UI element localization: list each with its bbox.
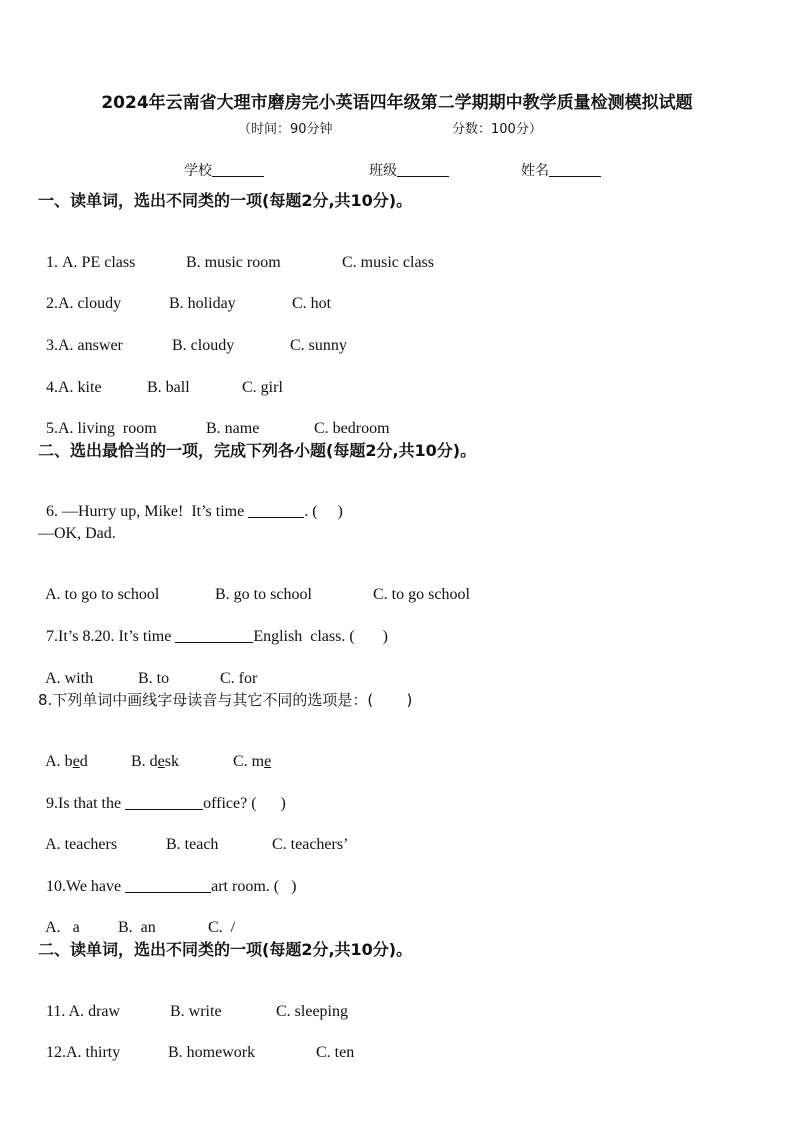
question-7 [38,607,388,647]
q9-stem: 9.Is that the [46,795,126,812]
question-12 [38,1023,355,1063]
section3-heading: 二、读单词，选出不同类的一项(每题2分,共10分)。 [38,940,413,959]
q12-option-a: A. thirty [66,1044,121,1061]
question-1 [38,233,434,273]
question-8: 8.下列单词中画线字母读音与其它不同的选项是：( ) [38,691,413,709]
q2-option-a: A. cloudy [58,295,122,312]
q6-option-a: A. to go to school [45,586,160,603]
q9-tail: office? ( ) [203,795,286,812]
q1-option-c: C. music class [342,254,434,271]
q7-tail: English class. ( ) [253,628,388,645]
q8-option-b: B. desk [131,753,180,770]
q10-option-c: C. / [208,919,236,936]
school-field[interactable] [184,160,264,180]
q1-number: 1. [46,254,62,271]
q1-option-a: A. PE class [62,254,136,271]
question-10 [38,857,296,897]
question-2 [38,274,332,314]
q2-option-c: C. hot [292,295,332,312]
q11-option-a: A. draw [68,1003,121,1020]
q7-option-c: C. for [220,670,258,687]
page-title: 2024年云南省大理市磨房完小英语四年级第二学期期中教学质量检测模拟试题 [101,93,693,113]
q3-option-a: A. answer [58,337,123,354]
q5-option-c: C. bedroom [314,420,390,437]
exam-score: 分数：100分） [452,122,542,137]
q6-reply: —OK, Dad. [38,525,116,542]
question-5 [38,399,390,439]
q9-options [38,815,349,855]
q2-number: 2. [46,295,58,312]
q2-option-b: B. holiday [169,295,236,312]
class-label: 班级 [369,163,397,179]
q6-blank[interactable] [248,503,304,518]
q8-option-a: A. bed [45,753,88,770]
q6-tail: . ( ) [304,503,343,520]
q5-option-a: A. living room [58,420,157,437]
q1-option-b: B. music room [186,254,281,271]
name-blank[interactable] [549,162,601,177]
q10-option-b: B. an [118,919,156,936]
question-9 [38,774,286,814]
q12-option-c: C. ten [316,1044,355,1061]
class-field[interactable] [369,160,449,180]
section1-heading: 一、读单词，选出不同类的一项(每题2分,共10分)。 [38,191,413,210]
q10-stem: 10.We have [46,878,126,895]
school-blank[interactable] [212,162,264,177]
q7-options [38,649,258,689]
q5-number: 5. [46,420,58,437]
name-label: 姓名 [521,163,549,179]
q3-option-c: C. sunny [290,337,347,354]
q10-option-a: A. a [45,919,80,936]
question-6 [38,482,343,522]
q5-option-b: B. name [206,420,260,437]
q12-number: 12. [46,1044,66,1061]
section2-heading: 二、选出最恰当的一项，完成下列各小题(每题2分,共10分)。 [38,441,477,460]
q4-number: 4. [46,379,58,396]
q7-stem: 7.It’s 8.20. It’s time [46,628,176,645]
q3-option-b: B. cloudy [172,337,235,354]
q4-option-b: B. ball [147,379,190,396]
q11-number: 11. [46,1003,69,1020]
question-3 [38,316,347,356]
question-4 [38,358,283,398]
q7-option-b: B. to [138,670,170,687]
q6-stem: 6. —Hurry up, Mike! It’s time [46,503,249,520]
q7-blank[interactable] [175,628,253,643]
question-11 [38,982,348,1022]
q11-option-b: B. write [170,1003,222,1020]
q6-options [38,565,470,605]
q10-tail: art room. ( ) [211,878,297,895]
q4-option-a: A. kite [58,379,102,396]
q12-option-b: B. homework [168,1044,256,1061]
exam-time: （时间：90分钟 [238,122,333,137]
q6-option-c: C. to go school [373,586,470,603]
q3-number: 3. [46,337,58,354]
q4-option-c: C. girl [242,379,283,396]
q9-option-c: C. teachers’ [272,836,349,853]
q10-blank[interactable] [125,878,211,893]
q7-option-a: A. with [45,670,94,687]
class-blank[interactable] [397,162,449,177]
q6-option-b: B. go to school [215,586,312,603]
school-label: 学校 [184,163,212,179]
q8-options [38,732,272,772]
q8-option-c: C. me [233,753,272,770]
q10-options [38,898,236,938]
q9-option-b: B. teach [166,836,219,853]
name-field[interactable] [521,160,601,180]
q11-option-c: C. sleeping [276,1003,348,1020]
q9-blank[interactable] [125,795,203,810]
q9-option-a: A. teachers [45,836,118,853]
